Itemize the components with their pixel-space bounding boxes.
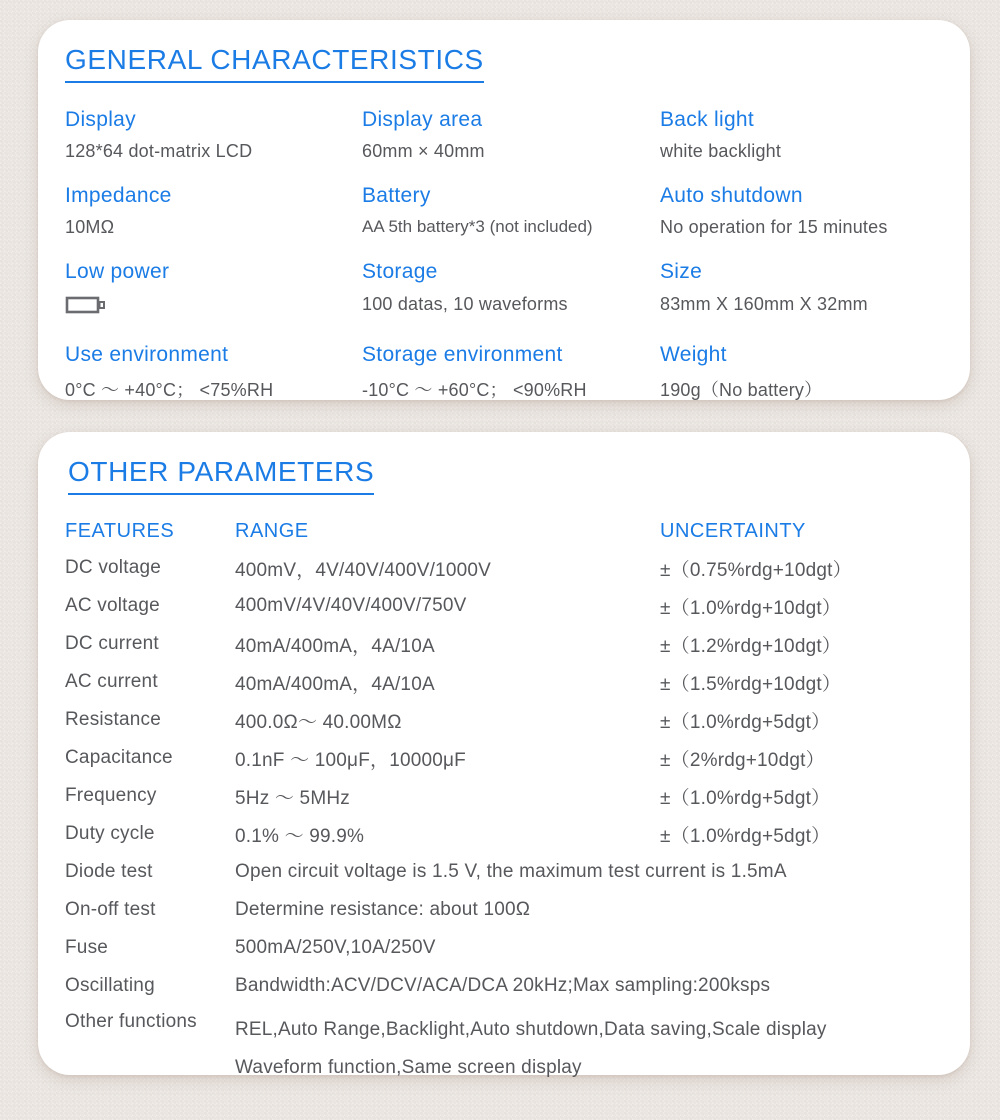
- table-row-fuse: [65, 929, 940, 967]
- spec-label: Display: [65, 108, 136, 131]
- uncertainty-cell: ±（1.5%rdg+10dgt）: [660, 673, 842, 695]
- spec-value: 83mm X 160mm X 32mm: [660, 293, 868, 314]
- table-row-diode-test: [65, 853, 940, 891]
- column-header-features: FEATURES: [65, 519, 175, 542]
- feature-cell: Duty cycle: [65, 823, 155, 844]
- spec-item-storage-environment: [362, 342, 660, 402]
- range-line-2: Waveform function,Same screen display: [235, 1057, 582, 1078]
- range-cell: [235, 1005, 940, 1087]
- other-parameters-title: OTHER PARAMETERS: [68, 456, 374, 495]
- table-row-dc-voltage: [65, 549, 940, 587]
- feature-cell: Fuse: [65, 937, 109, 958]
- spec-item-display: [65, 107, 362, 162]
- spec-item-storage: [362, 259, 660, 320]
- uncertainty-cell: ±（1.0%rdg+5dgt）: [660, 787, 831, 809]
- table-row-oscillating: [65, 967, 940, 1005]
- range-line-1: REL,Auto Range,Backlight,Auto shutdown,Data saving,Scale display: [235, 1019, 827, 1040]
- feature-cell: DC current: [65, 633, 159, 654]
- uncertainty-cell: ±（1.0%rdg+5dgt）: [660, 825, 831, 847]
- spec-item-use-environment: [65, 342, 362, 402]
- spec-value: -10°C ～ +60°C； <90%RH: [362, 379, 587, 400]
- spec-item-size: [660, 259, 940, 320]
- range-cell: 400.0Ω～ 40.00MΩ: [235, 711, 402, 733]
- spec-label: Display area: [362, 108, 483, 131]
- spec-item-auto-shutdown: [660, 183, 940, 238]
- spec-value: 128*64 dot-matrix LCD: [65, 141, 253, 162]
- spec-item-battery: [362, 183, 660, 238]
- spec-item-weight: [660, 342, 940, 402]
- battery-low-icon: [65, 294, 348, 321]
- uncertainty-cell: ±（1.0%rdg+10dgt）: [660, 597, 842, 619]
- general-characteristics-card: [38, 20, 970, 400]
- spec-label: Size: [660, 260, 703, 284]
- feature-cell: AC voltage: [65, 595, 160, 616]
- range-cell: Bandwidth:ACV/DCV/ACA/DCA 20kHz;Max sampling:200ksps: [235, 975, 771, 996]
- spec-label: Back light: [660, 108, 755, 131]
- spec-value: 100 datas, 10 waveforms: [362, 293, 568, 314]
- feature-cell: Frequency: [65, 785, 157, 806]
- spec-label: Use environment: [65, 342, 229, 366]
- general-spec-grid: [65, 107, 940, 423]
- range-cell: 40mA/400mA，4A/10A: [235, 673, 435, 695]
- range-cell: 400mV/4V/40V/400V/750V: [235, 595, 467, 616]
- uncertainty-cell: ±（1.0%rdg+5dgt）: [660, 711, 831, 733]
- feature-cell: AC current: [65, 671, 158, 692]
- feature-cell: Other functions: [65, 1011, 197, 1032]
- uncertainty-cell: ±（2%rdg+10dgt）: [660, 749, 825, 771]
- parameters-table: [65, 513, 940, 1087]
- feature-cell: Oscillating: [65, 975, 155, 996]
- spec-item-impedance: [65, 183, 362, 238]
- range-cell: 400mV，4V/40V/400V/1000V: [235, 559, 491, 581]
- uncertainty-cell: ±（0.75%rdg+10dgt）: [660, 559, 852, 581]
- range-cell: Open circuit voltage is 1.5 V, the maximum test current is 1.5mA: [235, 861, 787, 882]
- range-cell: 500mA/250V,10A/250V: [235, 937, 436, 958]
- uncertainty-cell: ±（1.2%rdg+10dgt）: [660, 635, 842, 657]
- table-row-resistance: [65, 701, 940, 739]
- spec-label: Storage environment: [362, 342, 563, 366]
- spec-value: 60mm × 40mm: [362, 141, 485, 162]
- spec-value: 190g（No battery）: [660, 379, 823, 400]
- table-row-dc-current: [65, 625, 940, 663]
- spec-value: AA 5th battery*3 (not included): [362, 217, 593, 237]
- spec-label: Weight: [660, 342, 727, 366]
- feature-cell: Resistance: [65, 709, 161, 730]
- range-cell: 40mA/400mA，4A/10A: [235, 635, 435, 657]
- spec-value: 0°C ～ +40°C； <75%RH: [65, 379, 274, 400]
- table-row-capacitance: [65, 739, 940, 777]
- spec-label: Impedance: [65, 184, 172, 208]
- spec-item-back-light: [660, 107, 940, 162]
- general-characteristics-title: GENERAL CHARACTERISTICS: [65, 44, 484, 83]
- spec-value: 10MΩ: [65, 217, 115, 238]
- feature-cell: Capacitance: [65, 747, 173, 768]
- spec-label: Battery: [362, 184, 431, 208]
- spec-label: Low power: [65, 260, 170, 284]
- spec-value: No operation for 15 minutes: [660, 217, 888, 238]
- table-row-ac-current: [65, 663, 940, 701]
- feature-cell: On-off test: [65, 899, 156, 920]
- spec-label: Storage: [362, 260, 438, 284]
- spec-label: Auto shutdown: [660, 184, 803, 208]
- other-parameters-card: [38, 432, 970, 1078]
- table-row-other-functions: [65, 1005, 940, 1087]
- range-cell: 5Hz ～ 5MHz: [235, 787, 350, 809]
- column-header-range: RANGE: [235, 519, 309, 542]
- range-cell: 0.1nF ～ 100μF，10000μF: [235, 749, 466, 771]
- spec-value: white backlight: [660, 141, 782, 162]
- column-header-uncertainty: UNCERTAINTY: [660, 519, 806, 542]
- table-row-ac-voltage: [65, 587, 940, 625]
- spec-item-low-power: [65, 259, 362, 320]
- table-header-row: [65, 513, 940, 549]
- spec-item-display-area: [362, 107, 660, 162]
- range-cell: Determine resistance: about 100Ω: [235, 899, 531, 920]
- feature-cell: DC voltage: [65, 557, 161, 578]
- table-row-duty-cycle: [65, 815, 940, 853]
- range-cell: 0.1% ～ 99.9%: [235, 825, 365, 847]
- table-row-on-off-test: [65, 891, 940, 929]
- feature-cell: Diode test: [65, 861, 153, 882]
- table-row-frequency: [65, 777, 940, 815]
